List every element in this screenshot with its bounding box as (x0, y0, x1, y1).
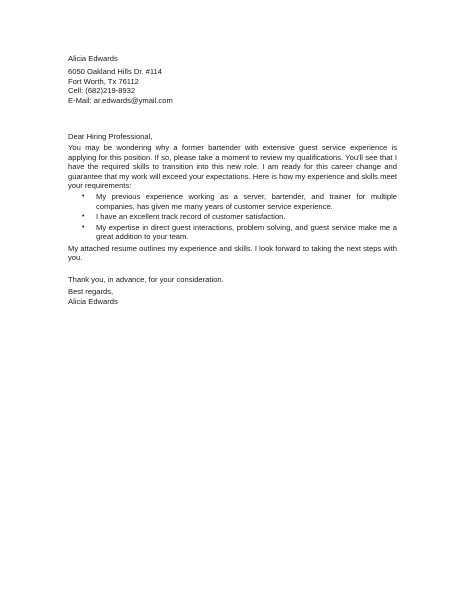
sender-name: Alicia Edwards (68, 54, 118, 63)
bullet-icon: • (82, 193, 85, 201)
signature-name: Alicia Edwards (68, 297, 118, 307)
requirements-list (68, 192, 397, 241)
closing-paragraph: My attached resume outlines my experience and skills. I look forward to taking the next steps with you. (68, 243, 397, 262)
requirement-text: My previous experience working as a server, bartender, and trainer for multiple companies, has given me many years of customer service experience. (96, 192, 397, 211)
intro-paragraph: You may be wondering why a former bartender with extensive guest service experience is applying for this position. If so, please take a moment to review my qualifications. You'll see that I have the required skills to transition into this new role. I am ready for this career change and guarantee that my work will exceed your expectations. Here is how my experience and skills meet your requirements: (68, 143, 397, 191)
bullet-icon: • (82, 223, 85, 231)
cover-letter (68, 54, 397, 307)
requirement-text: I have an excellent track record of customer satisfaction. (96, 212, 286, 222)
thanks-line: Thank you, in advance, for your consideration. (68, 275, 224, 285)
greeting: Dear Hiring Professional, (68, 132, 153, 142)
sender-phone: Cell: (682)219-8932 (68, 86, 136, 96)
list-item (82, 192, 397, 211)
sender-street: 6050 Oakland Hills Dr. #114 (68, 67, 162, 77)
requirement-text: My expertise in direct guest interactions, problem solving, and guest service make me a great addition to your team. (96, 222, 397, 242)
sender-address-block (68, 67, 397, 105)
signoff: Best regards, (68, 286, 114, 296)
bullet-icon: • (82, 213, 85, 221)
sender-email: E-Mail: ar.edwards@ymail.com (68, 95, 173, 105)
sender-city: Fort Worth, Tx 76112 (68, 76, 139, 86)
list-item (82, 212, 397, 222)
list-item (82, 222, 397, 242)
